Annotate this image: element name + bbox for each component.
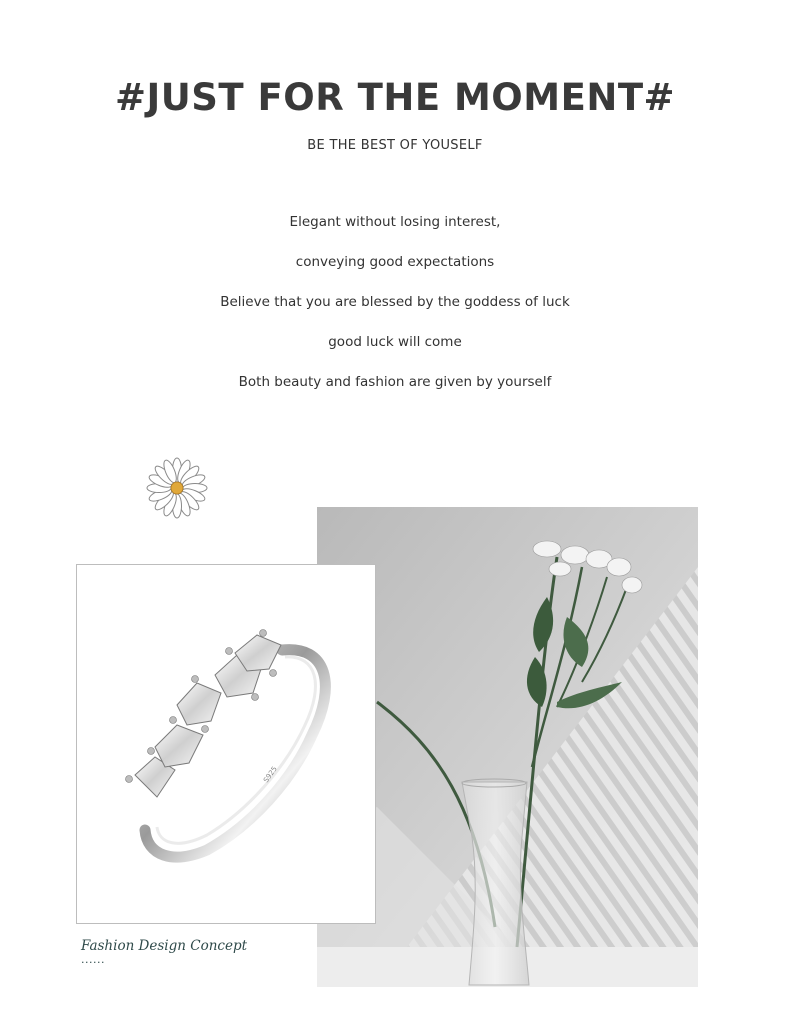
poem-line-1: Elegant without losing interest, bbox=[289, 214, 501, 230]
poem-text bbox=[0, 212, 790, 412]
poem-line-5: Both beauty and fashion are given by yourself bbox=[238, 374, 552, 390]
poem-line-2: conveying good expectations bbox=[295, 254, 495, 270]
caption-dots: ······ bbox=[81, 956, 105, 969]
page-title: #JUST FOR THE MOMENT# bbox=[114, 76, 676, 119]
poem-line-3: Believe that you are blessed by the goddess of luck bbox=[220, 294, 570, 310]
ring-engraving: S925 bbox=[262, 764, 279, 785]
daisy-icon bbox=[145, 456, 209, 520]
ring-product-card bbox=[76, 564, 376, 924]
poem-line-4: good luck will come bbox=[328, 334, 462, 350]
page-subtitle: BE THE BEST OF YOUSELF bbox=[307, 138, 483, 153]
caption-text: Fashion Design Concept bbox=[81, 938, 248, 954]
ring-image bbox=[77, 565, 375, 923]
